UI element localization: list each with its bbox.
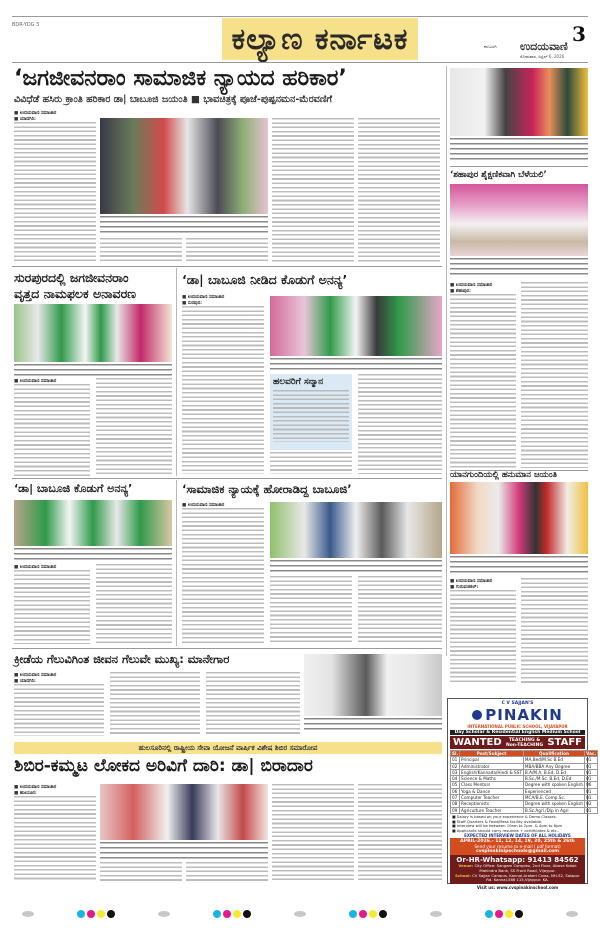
shibira-text-col-4 xyxy=(272,784,354,882)
ad-interview-dates: APRIL-2026.- 11, 12, 14, 19, 20, 25th & 26th xyxy=(460,839,575,845)
right-top-caption xyxy=(450,138,588,162)
vacancy-table-cell: MCA/B.E. Comp.Sc. xyxy=(523,795,584,801)
annadata-dateline: ■ ಸುರಪುರ: xyxy=(182,300,202,306)
vacancy-table-cell: 05 xyxy=(451,782,460,788)
shibira-byline: ■ ಉದಯವಾಣಿ ಸಮಾಚಾರ xyxy=(14,784,56,790)
lead-dateline: ■ ಯಾದಗಿರಿ: xyxy=(14,116,36,122)
vacancy-table-row xyxy=(451,782,598,788)
vacancy-table-cell: 09 xyxy=(451,807,460,813)
lead-text-col-2 xyxy=(100,238,182,262)
ad-staff-type-2: Non-TEACHING xyxy=(505,742,544,748)
shibira-headline: ಶಿಬಿರ-ಕಮ್ಮಟ ಲೋಕದ ಅರಿವಿಗೆ ದಾರಿ: ಡಾ| ಬಿರಾದಾರ xyxy=(14,756,313,776)
vacancy-table-cell: 02 xyxy=(451,763,460,769)
vacancy-table-cell: Computer Teacher xyxy=(460,795,524,801)
annadata-text-col-2 xyxy=(270,452,352,474)
paper-logo: ಉದಯವಾಣಿ xyxy=(520,40,568,53)
lead-byline: ■ ಉದಯವಾಣಿ ಸಮಾಚಾರ xyxy=(14,110,56,116)
ad-venue-label: Venue: xyxy=(458,863,474,869)
vacancy-table-cell: 06 xyxy=(585,782,598,788)
ad-send-resume: Send your resume to e-mail ( pdf format) xyxy=(474,844,561,850)
hanuman-headline: ಯಾನಗುಂದಿಯಲ್ಲಿ ಹನುಮಾನ ಜಯಂತಿ xyxy=(450,470,558,480)
vacancy-table-cell: Receptionists xyxy=(460,801,524,807)
vacancy-table-cell: 01 xyxy=(585,788,598,794)
shahapura-text-col-2 xyxy=(521,282,588,468)
vacancy-table-cell: 01 xyxy=(585,769,598,775)
hanuman-photo xyxy=(450,482,588,554)
vacancy-table-header: Sl. xyxy=(452,751,459,756)
ad-venue: City Office: Sangam Complex, 2nd Floor, Above Kotak Mahindra Bank, SS Front Road, Vijaypur. xyxy=(474,863,577,873)
annadata-text-col-3 xyxy=(358,374,442,474)
vacancy-table-cell: Agriculture Teacher xyxy=(460,807,524,813)
lead-text-col-4 xyxy=(272,118,354,262)
cmyk-marks xyxy=(213,910,251,918)
hanuman-byline: ■ ಉದಯವಾಣಿ ಸಮಾಚಾರ xyxy=(450,578,492,584)
shibira-text-col-3 xyxy=(186,862,268,882)
ad-website-link[interactable]: Visit us: www.cvspinakinschool.com xyxy=(476,884,559,890)
hanuman-dateline: ■ ಗುರುಮಠಕಲ್: xyxy=(450,584,478,590)
annadata-caption xyxy=(270,358,442,370)
krida-byline: ■ ಉದಯವಾಣಿ ಸಮಾಚಾರ xyxy=(14,672,56,678)
mid-rule-1 xyxy=(12,266,442,267)
vacancy-table-cell: 07 xyxy=(451,795,460,801)
lead-text-col-1 xyxy=(14,122,96,262)
ad-type-line: Day Scholar & Residential English Medium School xyxy=(450,730,585,735)
cmyk-marks xyxy=(485,910,523,918)
lead-photo-caption xyxy=(100,216,268,236)
lead-text-col-5 xyxy=(358,118,440,262)
vacancy-table-row xyxy=(451,807,598,813)
annadata-text-col-1 xyxy=(182,306,264,474)
surapura-caption xyxy=(14,364,172,376)
shibira-kicker: ಹುಲಸೂರಿನಲ್ಲಿ ರಾಷ್ಟ್ರೀಯ ಸೇವಾ ಯೋಜನೆ ವಾರ್ಷಿಕ ವಿಶೇಷ ಶಿಬಿರ ಸಮಾರೋಪ xyxy=(14,742,442,754)
vacancy-table-header: Qualification xyxy=(523,751,584,757)
vacancy-table-cell: 01 xyxy=(451,757,460,763)
vacancy-table-cell: 01 xyxy=(585,757,598,763)
vacancy-table-cell: MBA/BBA Any Degree xyxy=(523,763,584,769)
vacancy-table-cell: 04 xyxy=(451,776,460,782)
sanmana-box xyxy=(270,374,352,450)
vacancy-table-cell: 06 xyxy=(451,788,460,794)
krida-caption xyxy=(304,718,442,730)
ad-notes xyxy=(448,815,587,833)
shibira-dateline: ■ ಹುಲಸೂರ: xyxy=(14,790,37,796)
horata-text-col-2 xyxy=(270,576,352,644)
krida-text-col-2 xyxy=(110,672,200,736)
horata-headline: ‘ಸಾಮಾಜಿಕ ನ್ಯಾಯಕ್ಕೆ ಹೋರಾಡಿದ್ದ ಬಾಬೂಜಿ’ xyxy=(182,482,352,496)
vacancy-table-cell: Administrator xyxy=(460,763,524,769)
registration-oval-icon xyxy=(294,911,306,917)
ad-brand-prefix: C V SAJJAN'S xyxy=(501,701,534,706)
vacancy-table-cell: Class Mentors xyxy=(460,782,524,788)
vacancy-table-cell: English/Kannada/Hindi & SST xyxy=(461,769,522,775)
paper-prefix: ಕಲಬುರಗಿ xyxy=(484,44,497,49)
lead-headline: ‘ಜಗಜೀವನರಾಂ ಸಾಮಾಜಿಕ ನ್ಯಾಯದ ಹರಿಕಾರ’ xyxy=(14,66,347,91)
vacancy-table-cell: B.A/M.A, B.Ed, D.Ed xyxy=(523,769,584,775)
shahapura-caption xyxy=(450,258,588,276)
sanmana-box-title: ಹಲವರಿಗೆ ಸನ್ಮಾನ xyxy=(273,377,324,387)
ad-staff-type-1: TEACHING & xyxy=(508,737,541,743)
vacancy-table-row xyxy=(451,801,598,807)
kodige-byline: ■ ಉದಯವಾಣಿ ಸಮಾಚಾರ xyxy=(14,564,56,570)
top-rule xyxy=(12,16,588,17)
vacancy-table-cell: Yoga & Dance xyxy=(460,788,524,794)
school-crest-icon xyxy=(472,710,482,720)
horata-text-col-1 xyxy=(182,508,264,644)
shahapura-headline: ‘ಶಹಾಪುರ ಶೈಕ್ಷಣಿಕವಾಗಿ ಬೆಳೆಯಲಿ’ xyxy=(450,170,547,180)
horata-byline: ■ ಉದಯವಾಣಿ ಸಮಾಚಾರ xyxy=(182,502,224,508)
surapura-byline: ■ ಉದಯವಾಣಿ ಸಮಾಚಾರ xyxy=(14,378,56,384)
registration-oval-icon xyxy=(430,911,442,917)
krida-photo xyxy=(304,654,442,716)
issue-date: ಸೋಮವಾರ, ಏಪ್ರಿಲ್ 6, 2026 xyxy=(520,54,565,59)
ad-note: ■ Interview will be between 10am to 2pm. & 4pm to 6pm xyxy=(452,823,563,829)
vacancy-table-cell: 08 xyxy=(451,801,460,807)
krida-headline: ಕ್ರೀಡೆಯ ಗೆಲುವಿಗಿಂತ ಜೀವನ ಗೆಲುವೇ ಮುಖ್ಯ: ಮಾನೇಗಾರ xyxy=(14,652,230,666)
kodige-photo xyxy=(14,500,172,546)
vacancy-table xyxy=(450,750,598,814)
vacancy-table-cell: 01 xyxy=(585,763,598,769)
ad-whatsapp[interactable]: Or-HR-Whatsapp: 91413 84562 xyxy=(456,856,579,865)
column-divider xyxy=(446,66,447,656)
horata-photo xyxy=(270,502,442,558)
surapura-text-col-1 xyxy=(14,384,90,476)
horata-caption xyxy=(270,560,442,572)
ad-interview-heading: EXPECTED INTERVIEW DATES OF ALL HOLIDAYS xyxy=(464,833,571,839)
vacancy-table-cell: Degree with spoken English xyxy=(524,801,584,807)
shibira-photo xyxy=(100,784,268,840)
kodige-text-col-1 xyxy=(14,570,90,644)
ad-school-address: CV Sajjan Campus, Kannal-Arakeri Cross, NH-52, Solapur Rd. Kannal-586 115,Vijaypur. KA. xyxy=(472,872,580,883)
pinakin-ad xyxy=(447,698,596,890)
vacancy-table-cell: Principal xyxy=(460,757,524,763)
edition-code: BDR-YDG 3 xyxy=(12,22,40,28)
shibira-caption xyxy=(100,842,268,860)
vacancy-table-cell: B.Sc./M.Sc. B.Ed, D.Ed xyxy=(523,776,584,782)
lead-text-col-3 xyxy=(186,238,268,262)
surapura-headline-2: ವೃತ್ತದ ನಾಮಫಲಕ ಅನಾವರಣ xyxy=(14,286,137,301)
shahapura-text-col-1 xyxy=(450,294,516,468)
kodige-text-col-2 xyxy=(96,564,172,644)
vacancy-table-cell: 03 xyxy=(451,769,460,775)
header-rule xyxy=(12,62,588,63)
shibira-text-col-1 xyxy=(14,796,96,882)
shibira-text-col-5 xyxy=(358,784,442,882)
vacancy-table-cell: 01 xyxy=(585,807,598,813)
vacancy-table-cell: 01 xyxy=(585,795,598,801)
lead-subhead: ವಿವಿಧೆಡೆ ಹಸಿರು ಕ್ರಾಂತಿ ಹರಿಕಾರ ಡಾ| ಬಾಬೂಜಿ ಜಯಂತಿ ■ ಭಾವಚಿತ್ರಕ್ಕೆ ಪೂಜೆ-ಪುಷ್ಪನಮನ-ಮೆರವಣಿಗೆ xyxy=(14,94,333,105)
registration-oval-icon xyxy=(22,911,34,917)
vacancy-table-cell: Science & Maths xyxy=(460,776,524,782)
krida-text-col-3 xyxy=(206,672,300,736)
hanuman-caption xyxy=(450,556,588,574)
registration-oval-icon xyxy=(158,911,170,917)
mid-rule-3 xyxy=(12,648,442,649)
surapura-headline-1: ಸುರಪುರದಲ್ಲಿ ಜಗಜೀವನರಾಂ xyxy=(14,270,129,285)
annadata-byline: ■ ಉದಯವಾಣಿ ಸಮಾಚಾರ xyxy=(182,294,224,300)
surapura-photo xyxy=(14,304,172,362)
ad-brand: PINAKIN xyxy=(485,706,563,724)
print-registration-marks xyxy=(0,906,600,922)
krida-dateline: ■ ಯಾದಗಿರಿ: xyxy=(14,678,36,684)
sanmana-box-text xyxy=(273,390,349,442)
cmyk-marks xyxy=(349,910,387,918)
vacancy-table-cell: 02 xyxy=(585,801,598,807)
mid-divider-2 xyxy=(176,480,177,646)
ad-wanted: WANTED xyxy=(453,737,502,748)
ad-note: ■ Staff Quarters & Food/Mess facility available. xyxy=(452,818,543,824)
shahapura-byline: ■ ಉದಯವಾಣಿ ಸಮಾಚಾರ xyxy=(450,282,492,288)
ad-school-label: School: xyxy=(455,872,471,878)
annadata-headline: ‘ಡಾ| ಬಾಬೂಜಿ ನೀಡಿದ ಕೊಡುಗೆ ಅನನ್ಯ’ xyxy=(182,272,348,287)
hanuman-text-col-2 xyxy=(521,578,588,684)
ad-note: ■ Salary is based on your experience & Demo Classes. xyxy=(452,813,557,819)
right-rule-1 xyxy=(450,166,588,167)
vacancy-table-header: Vac. xyxy=(586,751,596,756)
horata-text-col-3 xyxy=(358,576,442,644)
vacancy-table-cell: Experienced xyxy=(523,788,584,794)
shibira-text-col-2 xyxy=(100,862,182,882)
kodige-headline: ‘ಡಾ| ಬಾಬೂಜಿ ಕೊಡುಗೆ ಅನನ್ಯ’ xyxy=(14,482,133,495)
cmyk-marks xyxy=(77,910,115,918)
lead-photo xyxy=(100,118,268,214)
krida-text-col-1 xyxy=(14,684,104,736)
vacancy-table-cell: B.Sc.Agri./Dip in Agri xyxy=(523,807,584,813)
ad-note: ■ Applicants should carry resumes + certificates & etc.. xyxy=(452,827,560,833)
shahapura-photo xyxy=(450,184,588,256)
shahapura-dateline: ■ ಶಹಾಪುರ: xyxy=(450,288,471,294)
section-masthead: ಕಲ್ಯಾಣ ಕರ್ನಾಟಕ xyxy=(222,18,418,60)
kodige-caption xyxy=(14,548,172,560)
vacancy-table-cell: Degree with spoken English xyxy=(524,782,584,788)
vacancy-table-cell: MA,Bed/M.Sc B.Ed xyxy=(523,757,584,763)
mid-rule-2 xyxy=(12,478,442,479)
page-number: 3 xyxy=(572,22,586,46)
ad-staff: STAFF xyxy=(547,737,582,748)
annadata-photo xyxy=(270,296,442,356)
mid-divider xyxy=(176,268,177,476)
ad-school-line: INTERNATIONAL PUBLIC SCHOOL, VIJAYAPUR xyxy=(467,724,568,729)
vacancy-table-header: Post/Subject xyxy=(460,751,524,757)
surapura-text-col-2 xyxy=(96,378,172,476)
ad-email-link[interactable]: cvspinakinipschools@gmail.com xyxy=(475,849,560,855)
registration-oval-icon xyxy=(566,911,578,917)
vacancy-table-cell: 01 xyxy=(585,776,598,782)
hanuman-text-col-1 xyxy=(450,590,516,684)
right-top-photo xyxy=(450,68,588,136)
